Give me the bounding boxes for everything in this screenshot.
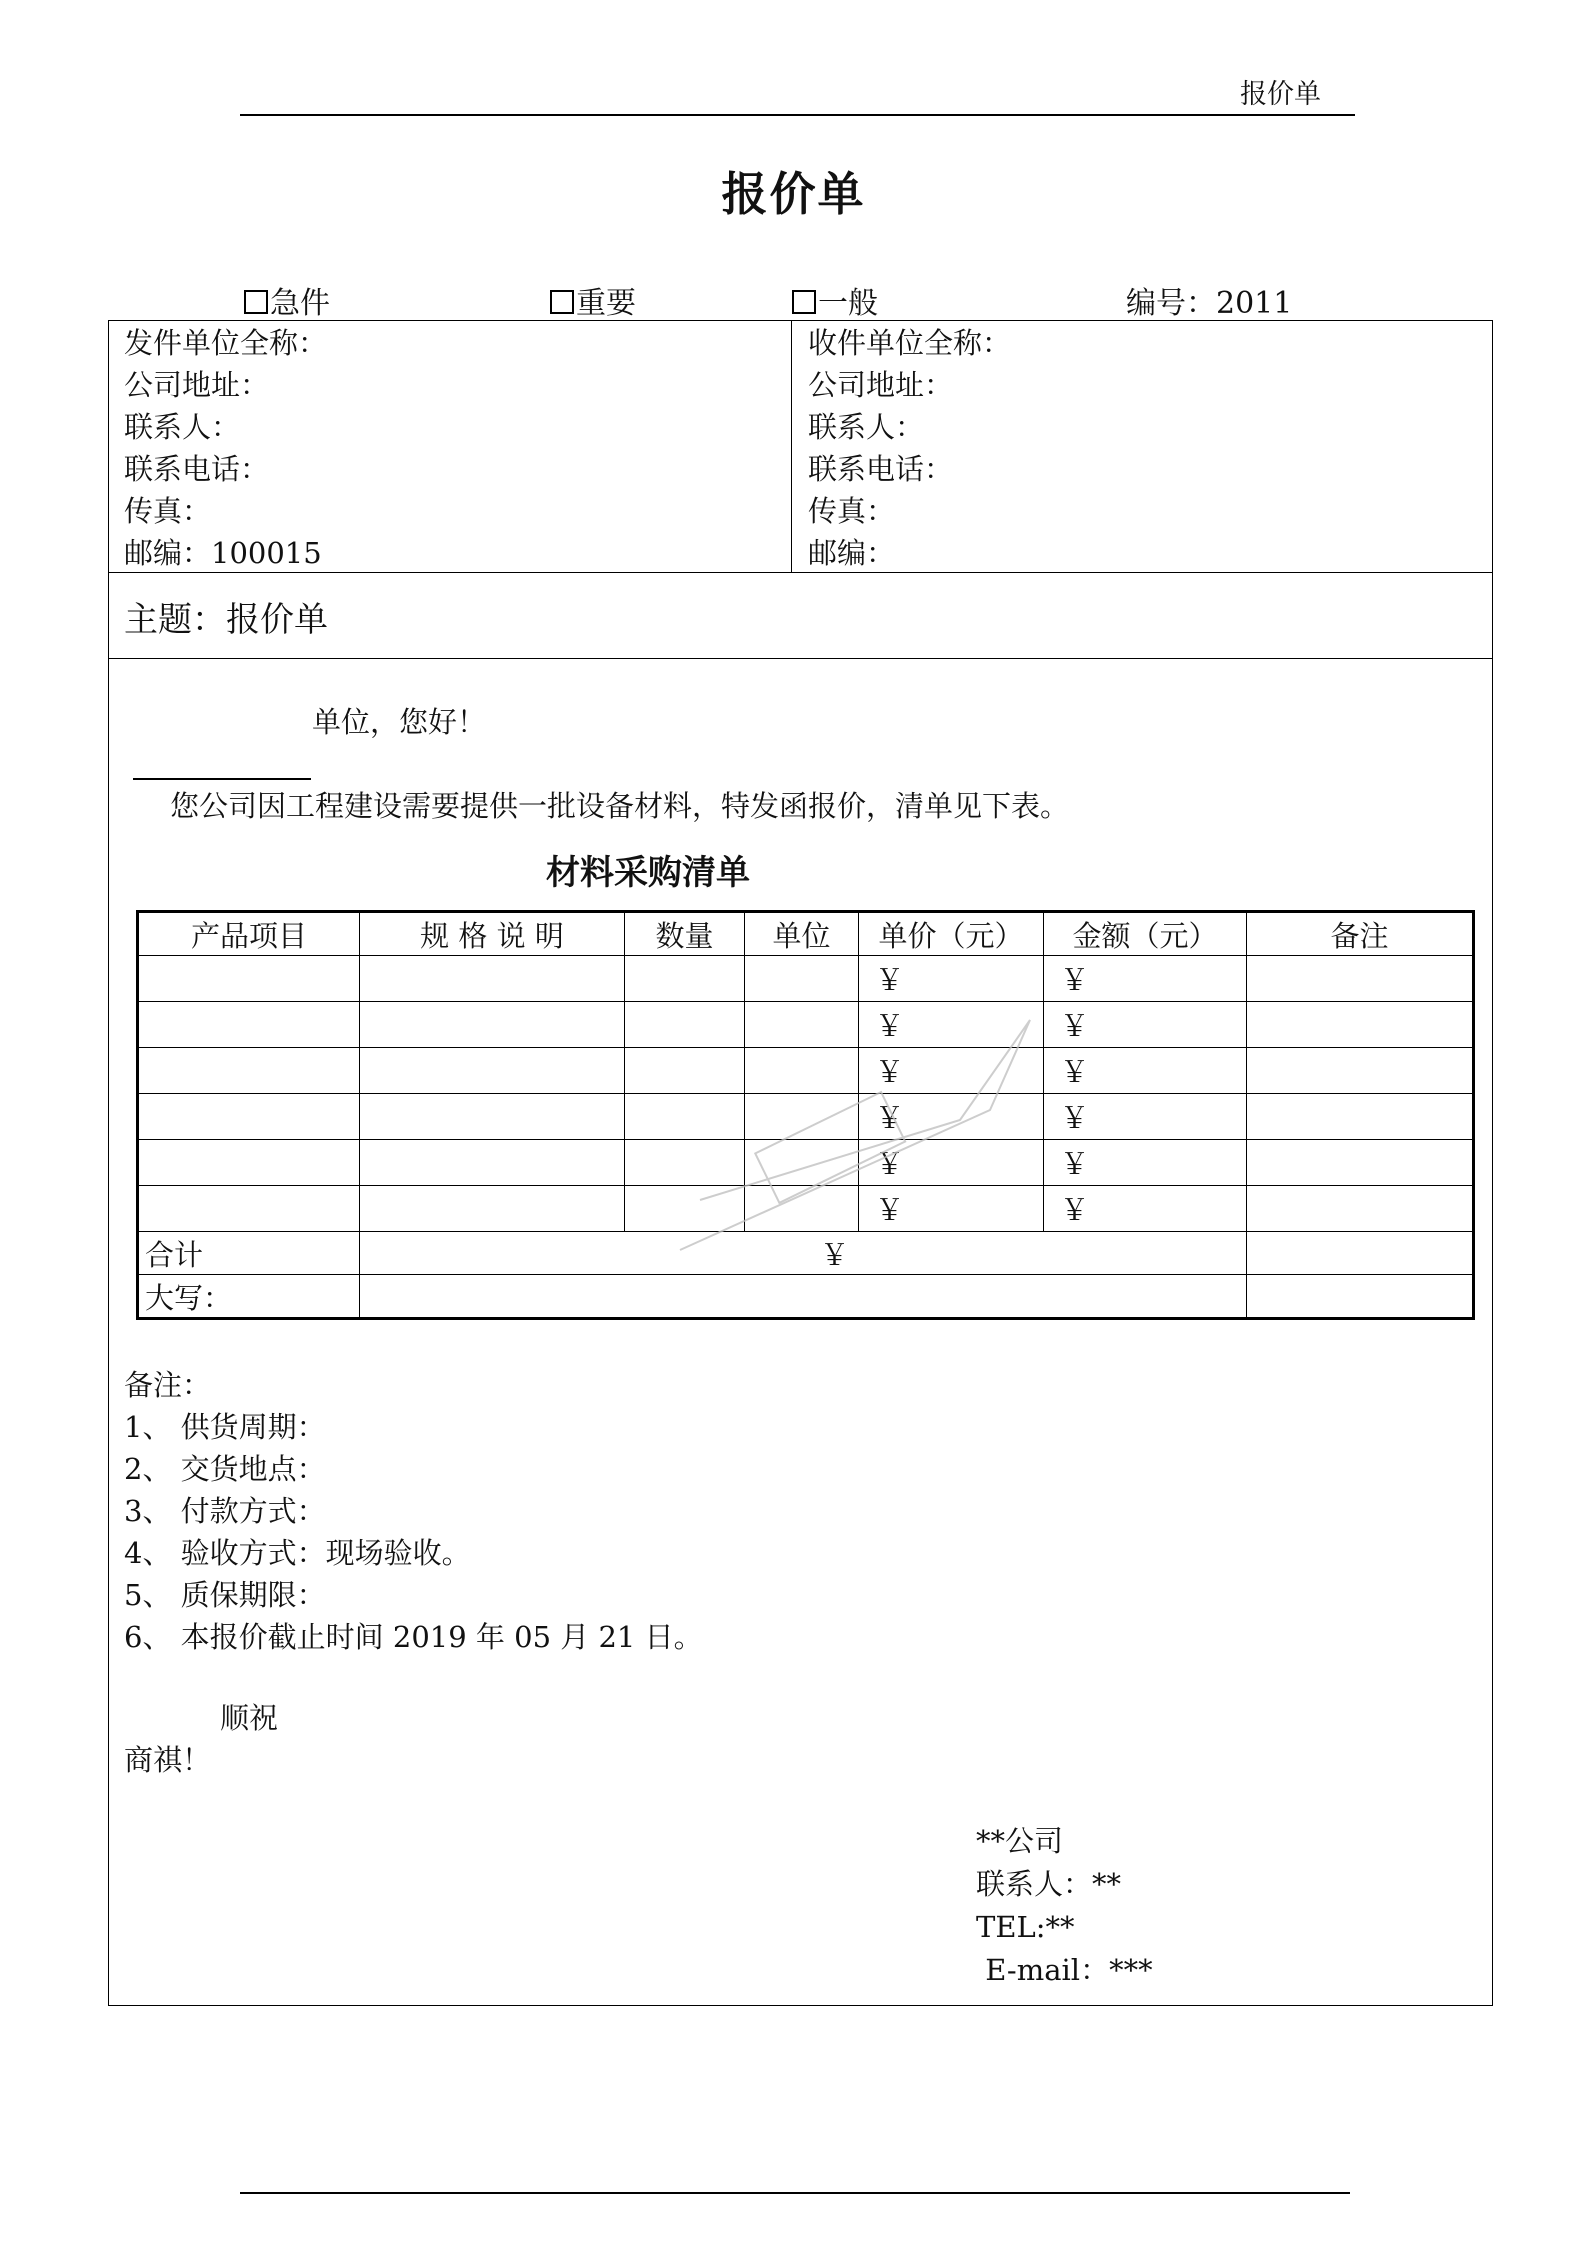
- receiver-address[interactable]: 公司地址：: [808, 368, 954, 402]
- unit-cell[interactable]: [745, 1094, 859, 1140]
- normal-checkbox[interactable]: [792, 290, 816, 314]
- unit-price-cell[interactable]: ￥: [859, 1186, 1044, 1232]
- spec-cell[interactable]: [360, 1002, 625, 1048]
- note-delivery-location[interactable]: 2、 交货地点：: [124, 1452, 326, 1486]
- quantity-cell[interactable]: [625, 1002, 745, 1048]
- subject-line[interactable]: 主题：报价单: [124, 600, 328, 640]
- quantity-cell[interactable]: [625, 1094, 745, 1140]
- amount-cell[interactable]: ￥: [1044, 1186, 1247, 1232]
- unit-price-cell[interactable]: ￥: [859, 1002, 1044, 1048]
- amount-cell[interactable]: ￥: [1044, 1002, 1247, 1048]
- amount-cell[interactable]: ￥: [1044, 1048, 1247, 1094]
- spec-cell[interactable]: [360, 1140, 625, 1186]
- uppercase-remark-cell[interactable]: [1247, 1275, 1474, 1319]
- note-supply-cycle[interactable]: 1、 供货周期：: [124, 1410, 326, 1444]
- document-title: 报价单: [721, 167, 866, 221]
- notes-section: [124, 1364, 703, 1658]
- header-remarks: 备注: [1247, 912, 1474, 956]
- sender-phone[interactable]: 联系电话：: [124, 452, 270, 486]
- receiver-phone[interactable]: 联系电话：: [808, 452, 954, 486]
- remark-cell[interactable]: [1247, 1094, 1474, 1140]
- total-remark-cell[interactable]: [1247, 1232, 1474, 1275]
- uppercase-value[interactable]: [360, 1275, 1247, 1319]
- running-header-title: 报价单: [1240, 79, 1321, 110]
- unit-cell[interactable]: [745, 1048, 859, 1094]
- receiver-postcode[interactable]: 邮编：: [808, 536, 896, 570]
- sender-address[interactable]: 公司地址：: [124, 368, 270, 402]
- document-number: 编号：2011: [1126, 286, 1293, 321]
- procurement-table: [136, 910, 1475, 1320]
- remark-cell[interactable]: [1247, 1002, 1474, 1048]
- note-payment-method[interactable]: 3、 付款方式：: [124, 1494, 326, 1528]
- signature-email[interactable]: E-mail：***: [976, 1953, 1153, 1987]
- table-header-row: [138, 912, 1474, 956]
- remark-cell[interactable]: [1247, 956, 1474, 1002]
- quantity-cell[interactable]: [625, 1048, 745, 1094]
- recipient-blank-line[interactable]: [133, 778, 311, 780]
- header-unit: 单位: [745, 912, 859, 956]
- product-cell[interactable]: [138, 1186, 360, 1232]
- receiver-fax[interactable]: 传真：: [808, 494, 896, 528]
- unit-cell[interactable]: [745, 956, 859, 1002]
- uppercase-label: 大写：: [138, 1275, 360, 1319]
- amount-cell[interactable]: ￥: [1044, 1140, 1247, 1186]
- spec-cell[interactable]: [360, 1094, 625, 1140]
- total-label: 合计: [138, 1232, 360, 1275]
- sender-contact[interactable]: 联系人：: [124, 410, 241, 444]
- note-quote-deadline[interactable]: 6、 本报价截止时间 2019 年 05 月 21 日。: [124, 1620, 703, 1654]
- table-row: [138, 1094, 1474, 1140]
- total-value[interactable]: ￥: [360, 1232, 1247, 1275]
- important-label: 重要: [576, 286, 636, 321]
- table-row: [138, 1186, 1474, 1232]
- receiver-info: [808, 322, 1011, 574]
- unit-price-cell[interactable]: ￥: [859, 1140, 1044, 1186]
- unit-cell[interactable]: [745, 1002, 859, 1048]
- signature-company[interactable]: **公司: [976, 1824, 1064, 1858]
- unit-price-cell[interactable]: ￥: [859, 1048, 1044, 1094]
- total-row: [138, 1232, 1474, 1275]
- intro-paragraph: 您公司因工程建设需要提供一批设备材料，特发函报价，清单见下表。: [170, 789, 1070, 823]
- urgent-checkbox[interactable]: [244, 290, 268, 314]
- closing-regards: 商祺！: [124, 1743, 212, 1777]
- quantity-cell[interactable]: [625, 1186, 745, 1232]
- greeting: 单位，您好！: [312, 705, 487, 739]
- unit-cell[interactable]: [745, 1186, 859, 1232]
- header-quantity: 数量: [625, 912, 745, 956]
- note-warranty-period[interactable]: 5、 质保期限：: [124, 1578, 326, 1612]
- quantity-cell[interactable]: [625, 1140, 745, 1186]
- product-cell[interactable]: [138, 1140, 360, 1186]
- quantity-cell[interactable]: [625, 956, 745, 1002]
- sender-fax[interactable]: 传真：: [124, 494, 212, 528]
- table-title: 材料采购清单: [546, 853, 750, 893]
- table-row: [138, 1048, 1474, 1094]
- normal-label: 一般: [818, 286, 878, 321]
- address-divider: [791, 320, 792, 572]
- note-acceptance-method[interactable]: 4、 验收方式：现场验收。: [124, 1536, 471, 1570]
- sender-company[interactable]: 发件单位全称：: [124, 326, 328, 360]
- uppercase-row: [138, 1275, 1474, 1319]
- header-rule: [240, 114, 1355, 116]
- header-unit-price: 单价（元）: [859, 912, 1044, 956]
- signature-block: [976, 1820, 1153, 1992]
- product-cell[interactable]: [138, 1094, 360, 1140]
- closing-wish: 顺祝: [220, 1701, 279, 1735]
- header-product: 产品项目: [138, 912, 360, 956]
- product-cell[interactable]: [138, 1048, 360, 1094]
- priority-urgent[interactable]: [244, 278, 330, 322]
- urgent-label: 急件: [270, 286, 330, 321]
- unit-price-cell[interactable]: ￥: [859, 956, 1044, 1002]
- table-row: [138, 1002, 1474, 1048]
- priority-important[interactable]: [550, 278, 636, 322]
- remark-cell[interactable]: [1247, 1140, 1474, 1186]
- product-cell[interactable]: [138, 1002, 360, 1048]
- sender-info: [124, 322, 327, 574]
- receiver-company[interactable]: 收件单位全称：: [808, 326, 1012, 360]
- signature-tel[interactable]: TEL:**: [976, 1910, 1075, 1944]
- spec-cell[interactable]: [360, 956, 625, 1002]
- notes-title: 备注：: [124, 1368, 212, 1402]
- spec-cell[interactable]: [360, 1048, 625, 1094]
- sender-postcode[interactable]: 邮编：100015: [124, 536, 322, 570]
- receiver-contact[interactable]: 联系人：: [808, 410, 925, 444]
- table-row: [138, 956, 1474, 1002]
- table-row: [138, 1140, 1474, 1186]
- unit-price-cell[interactable]: ￥: [859, 1094, 1044, 1140]
- remark-cell[interactable]: [1247, 1048, 1474, 1094]
- footer-rule: [240, 2192, 1350, 2194]
- unit-cell[interactable]: [745, 1140, 859, 1186]
- amount-cell[interactable]: ￥: [1044, 1094, 1247, 1140]
- priority-normal[interactable]: [792, 278, 878, 322]
- important-checkbox[interactable]: [550, 290, 574, 314]
- product-cell[interactable]: [138, 956, 360, 1002]
- header-spec: 规 格 说 明: [360, 912, 625, 956]
- subject-bottom-rule: [108, 658, 1493, 659]
- amount-cell[interactable]: ￥: [1044, 956, 1247, 1002]
- signature-contact[interactable]: 联系人：**: [976, 1867, 1122, 1901]
- spec-cell[interactable]: [360, 1186, 625, 1232]
- remark-cell[interactable]: [1247, 1186, 1474, 1232]
- header-amount: 金额（元）: [1044, 912, 1247, 956]
